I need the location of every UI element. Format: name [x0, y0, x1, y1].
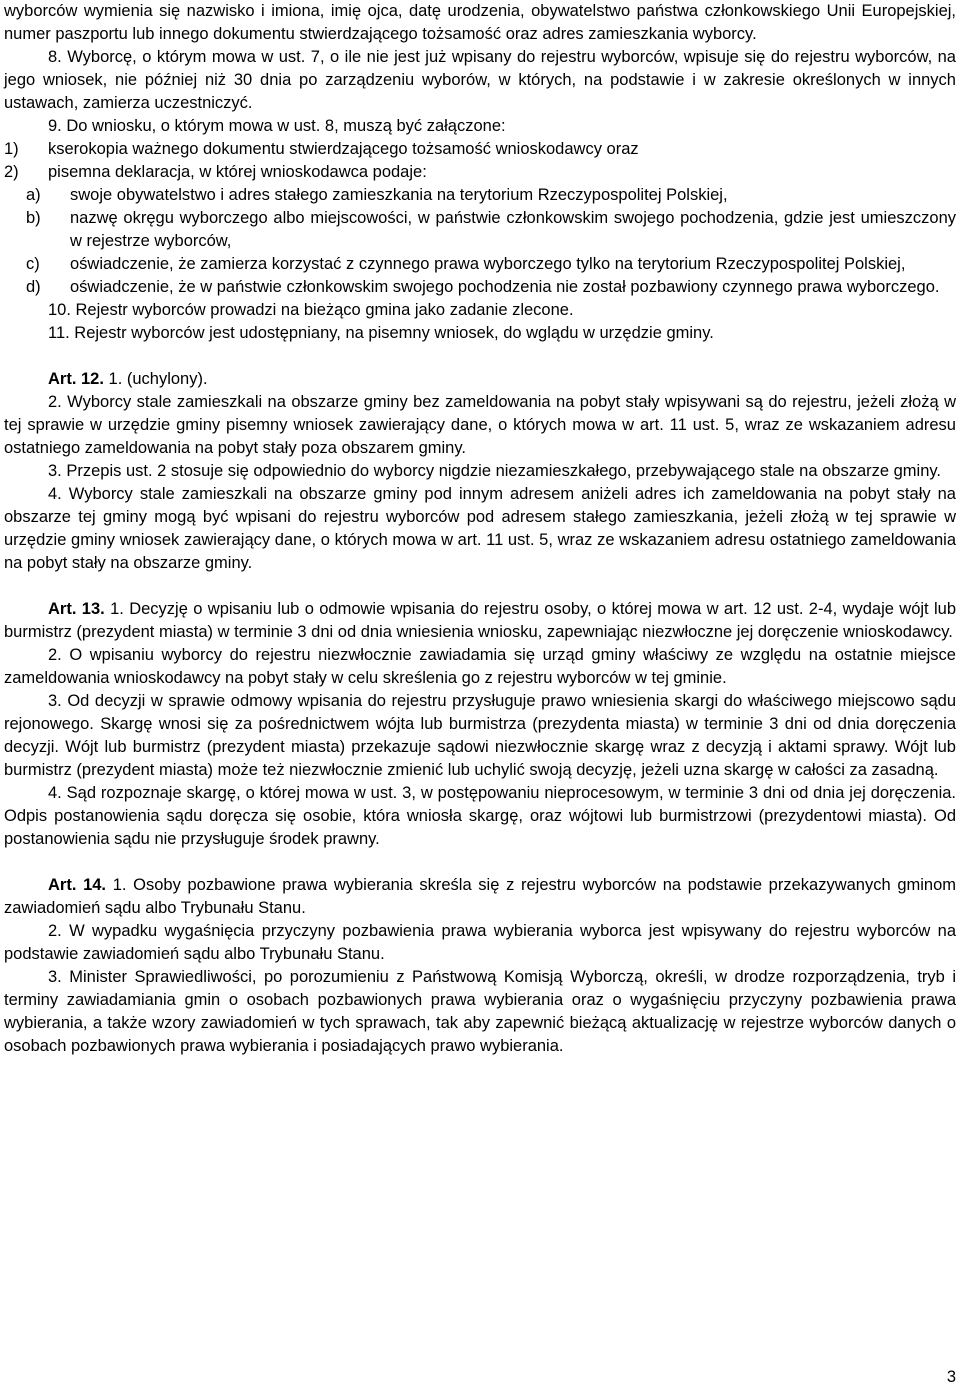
- sub-list-letter: a): [26, 186, 41, 204]
- sub-list-text: swoje obywatelstwo i adres stałego zamieszkania na terytorium Rzeczypospolitej Polskiej,: [70, 186, 728, 204]
- list-item: [4, 138, 956, 161]
- article-12-para-3: 3. Przepis ust. 2 stosuje się odpowiednio do wyborcy nigdzie niezamieszkałego, przebywającego stale na obszarze gminy.: [48, 462, 942, 480]
- list-text: kserokopia ważnego dokumentu stwierdzającego tożsamość wnioskodawcy oraz: [48, 140, 639, 158]
- paragraph-continuation: wyborców wymienia się nazwisko i imiona, imię ojca, datę urodzenia, obywatelstwo państwa członkowskiego Unii Europejskiej, numer paszportu lub innego dokumentu stwierdzającego tożsamość oraz adres zamieszkania wyborcy.: [4, 2, 956, 43]
- article-14-para-1-text: 1. Osoby pozbawione prawa wybierania skreśla się z rejestru wyborców na podstawie przekazywanych gminom zawiadomień sądu albo Trybunału Stanu.: [4, 876, 957, 917]
- article-14-para-2: 2. W wypadku wygaśnięcia przyczyny pozbawienia prawa wybierania wyborca jest wpisywany do rejestru wyborców na podstawie zawiadomień sądu albo Trybunału Stanu.: [4, 922, 956, 963]
- sub-list-text: oświadczenie, że zamierza korzystać z czynnego prawa wyborczego tylko na terytorium Rzeczypospolitej Polskiej,: [70, 255, 906, 273]
- sub-list-item: [4, 253, 956, 276]
- sub-list-text: oświadczenie, że w państwie członkowskim swojego pochodzenia nie został pozbawiony czynnego prawa wyborczego.: [70, 278, 940, 296]
- list-text: pisemna deklaracja, w której wnioskodawca podaje:: [48, 163, 427, 181]
- sub-list-letter: b): [26, 209, 41, 227]
- article-14-para-3: 3. Minister Sprawiedliwości, po porozumieniu z Państwową Komisją Wyborczą, określi, w drodze rozporządzenia, tryb i terminy zawiadamiania gmin o osobach pozbawionych prawa wybierania oraz o wygaśnięciu przyczyny pozbawienia prawa wybierania, a także wzory zawiadomień w tych sprawach, tak aby zapewnić bieżącą aktualizację w rejestrze wyborców danych o osobach pozbawionych prawa wybierania i posiadających prawo wybierania.: [4, 968, 956, 1055]
- article-12-para-1: [4, 368, 956, 391]
- document-body: [4, 0, 956, 1058]
- page-number: 3: [946, 1368, 956, 1386]
- article-12-para-1-text: 1. (uchylony).: [103, 370, 208, 388]
- sub-list-item: [4, 207, 956, 253]
- sub-list-letter: d): [26, 278, 41, 296]
- paragraph-10: 10. Rejestr wyborców prowadzi na bieżąco gmina jako zadanie zlecone.: [48, 301, 574, 319]
- sub-list-letter: c): [26, 255, 40, 273]
- sub-list-item: [4, 184, 956, 207]
- sub-list-item: [4, 276, 956, 299]
- article-13-para-2: 2. O wpisaniu wyborcy do rejestru niezwłocznie zawiadamia się urząd gminy właściwy ze względu na ostatnie miejsce zameldowania wnioskodawcy na pobyt stały w celu skreślenia go z rejestru wyborców w tej gminie.: [4, 646, 956, 687]
- article-12-para-2: 2. Wyborcy stale zamieszkali na obszarze gminy bez zameldowania na pobyt stały wpisywani są do rejestru, jeżeli złożą w tej sprawie w urzędzie gminy pisemny wniosek zawierający dane, o których mowa w art. 11 ust. 5, wraz ze wskazaniem adresu ostatniego zameldowania na pobyt stały poza obszarem gminy.: [4, 393, 956, 457]
- article-13-para-1: [4, 598, 956, 644]
- list-number: 1): [4, 140, 19, 158]
- list-item: [4, 161, 956, 184]
- paragraph-8: 8. Wyborcę, o którym mowa w ust. 7, o ile nie jest już wpisany do rejestru wyborców, wpisuje się do rejestru wyborców, na jego wniosek, nie później niż 30 dnia po zarządzeniu wyborów, w których, na podstawie i w zakresie określonych w innych ustawach, zamierza uczestniczyć.: [4, 48, 956, 112]
- article-14-label: Art. 14.: [48, 876, 107, 894]
- paragraph-9: 9. Do wniosku, o którym mowa w ust. 8, muszą być załączone:: [48, 117, 506, 135]
- article-13-para-3: 3. Od decyzji w sprawie odmowy wpisania do rejestru przysługuje prawo wniesienia skargi do właściwego miejscowo sądu rejonowego. Skargę wnosi się za pośrednictwem wójta lub burmistrza (prezydenta miasta) w terminie 3 dni od dnia doręczenia decyzji. Wójt lub burmistrz (prezydent miasta) przekazuje sądowi niezwłocznie skargę wraz z decyzją i aktami sprawy. Wójt lub burmistrz (prezydent miasta) może też niezwłocznie zmienić lub uchylić swoją decyzję, jeżeli uzna skargę w całości za zasadną.: [4, 692, 956, 779]
- sub-list-text: nazwę okręgu wyborczego albo miejscowości, w państwie członkowskim swojego pochodzenia, gdzie jest umieszczony w rejestrze wyborców,: [70, 209, 956, 250]
- article-13-label: Art. 13.: [48, 600, 105, 618]
- article-13-para-4: 4. Sąd rozpoznaje skargę, o której mowa w ust. 3, w postępowaniu nieprocesowym, w terminie 3 dni od dnia jej doręczenia. Odpis postanowienia sądu doręcza się osobie, która wniosła skargę, oraz wójtowi lub burmistrzowi (prezydentowi miasta). Od postanowienia sądu nie przysługuje środek prawny.: [4, 784, 956, 848]
- paragraph-11: 11. Rejestr wyborców jest udostępniany, na pisemny wniosek, do wglądu w urzędzie gminy.: [48, 324, 714, 342]
- article-12-para-4: 4. Wyborcy stale zamieszkali na obszarze gminy pod innym adresem aniżeli adres ich zameldowania na pobyt stały na obszarze tej gminy mogą być wpisani do rejestru wyborców pod adresem stałego zamieszkania, jeżeli złożą w tej sprawie w urzędzie gminy wniosek zawierający dane, o których mowa w art. 11 ust. 5, wraz ze wskazaniem adresu ostatniego zameldowania na pobyt stały na obszarze gminy.: [4, 485, 956, 572]
- article-12-label: Art. 12.: [48, 370, 104, 388]
- article-14-para-1: [4, 874, 956, 920]
- list-number: 2): [4, 163, 19, 181]
- article-13-para-1-text: 1. Decyzję o wpisaniu lub o odmowie wpisania do rejestru osoby, o której mowa w art. 12 ust. 2-4, wydaje wójt lub burmistrz (prezydent miasta) w terminie 3 dni od dnia wniesienia wniosku, zapewniając niezwłoczne jej doręczenie wnioskodawcy.: [4, 600, 957, 641]
